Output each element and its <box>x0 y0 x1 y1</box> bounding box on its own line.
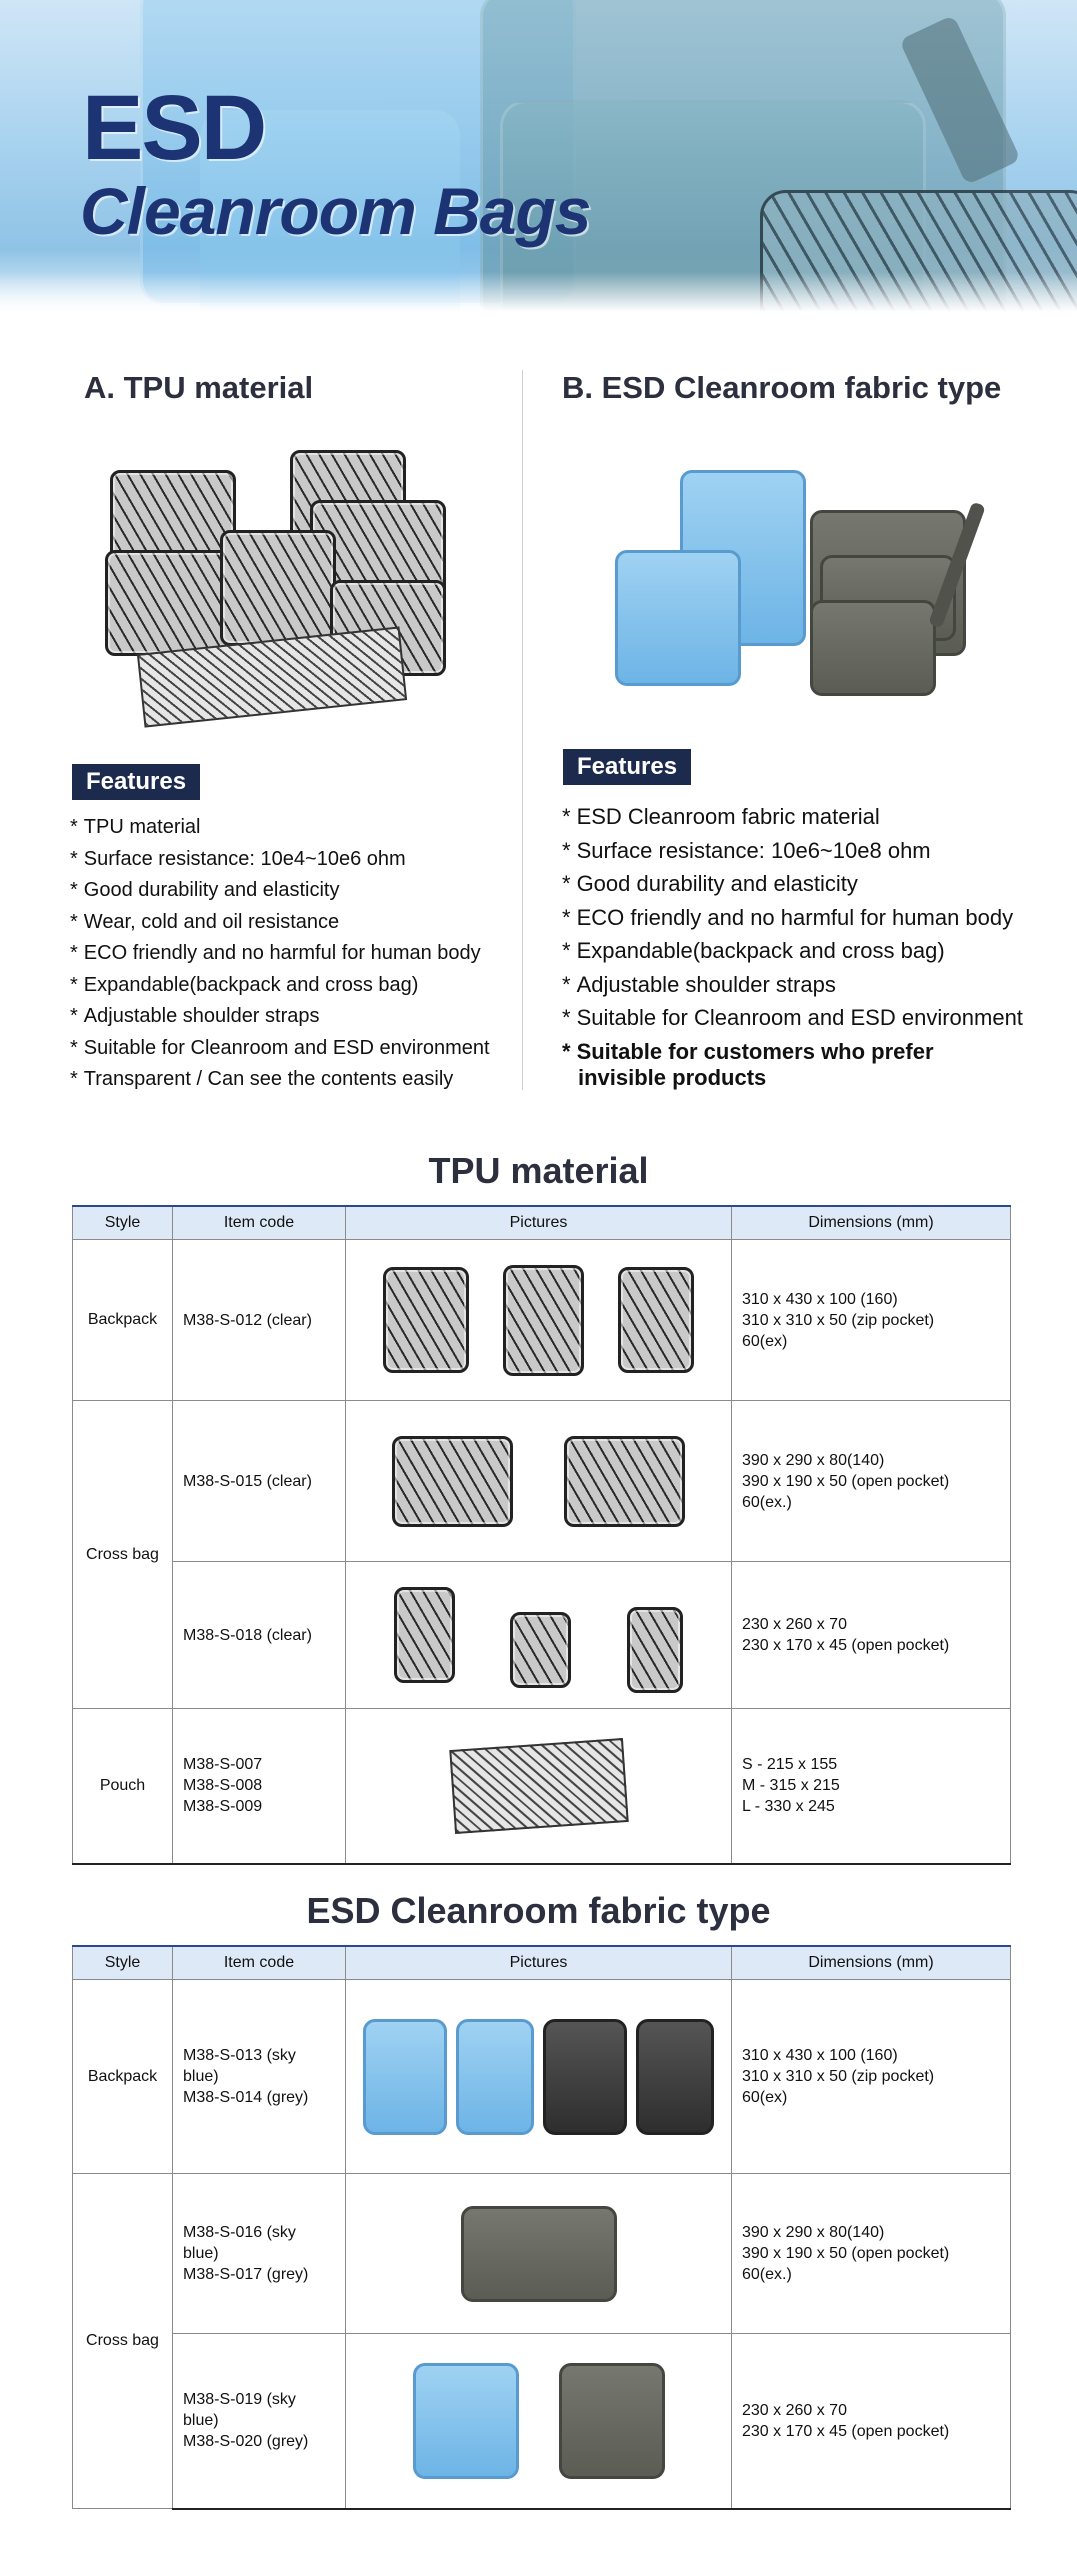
tpu-bags-photo <box>100 440 480 740</box>
table-row <box>73 1562 1011 1709</box>
table-row <box>73 2334 1011 2509</box>
dimensions-cell: 390 x 290 x 80(140) 390 x 190 x 50 (open pocket) 60(ex.) <box>732 1401 1011 1562</box>
product-image <box>383 1267 469 1373</box>
dimensions-cell: 230 x 260 x 70 230 x 170 x 45 (open pocket) <box>732 1562 1011 1709</box>
dimensions-cell: 230 x 260 x 70 230 x 170 x 45 (open pocket) <box>732 2334 1011 2509</box>
tpu-features-list <box>70 812 490 1096</box>
style-cell: Pouch <box>73 1709 173 1864</box>
feature-item: * Transparent / Can see the contents easily <box>70 1068 454 1090</box>
product-image <box>456 2019 534 2135</box>
item-code-cell: M38-S-016 (sky blue) M38-S-017 (grey) <box>173 2174 346 2334</box>
feature-item: * Expandable(backpack and cross bag) <box>562 938 945 963</box>
feature-item: * ESD Cleanroom fabric material <box>562 804 880 829</box>
tpu-table-title: TPU material <box>428 1150 649 1191</box>
table-row <box>73 2174 1011 2334</box>
style-cell: Backpack <box>73 1240 173 1401</box>
product-image <box>392 1436 513 1527</box>
table-row <box>73 1401 1011 1562</box>
feature-item: * Adjustable shoulder straps <box>562 971 836 997</box>
product-image <box>564 1436 685 1527</box>
banner-title: ESD <box>82 77 266 179</box>
tpu-heading: A. TPU material <box>84 370 314 405</box>
pictures-cell <box>346 2174 732 2334</box>
feature-item: * Suitable for Cleanroom and ESD environment <box>70 1036 490 1059</box>
pictures-cell <box>346 1401 732 1562</box>
dimensions-cell: 310 x 430 x 100 (160) 310 x 310 x 50 (zip pocket) 60(ex) <box>732 1980 1011 2174</box>
product-image <box>618 1267 694 1373</box>
fabric-spec-table <box>72 1945 1011 2510</box>
feature-item: * ECO friendly and no harmful for human body <box>70 942 481 964</box>
item-code-cell: M38-S-007 M38-S-008 M38-S-009 <box>173 1709 346 1864</box>
table-header-row <box>73 1946 1011 1980</box>
dimensions-cell: 310 x 430 x 100 (160) 310 x 310 x 50 (zip pocket) 60(ex) <box>732 1240 1011 1401</box>
fabric-features-list <box>562 800 1023 1091</box>
item-code-cell: M38-S-015 (clear) <box>173 1401 346 1562</box>
product-image <box>449 1738 628 1834</box>
header-item-code: Item code <box>173 1946 346 1980</box>
product-image <box>543 2019 627 2135</box>
feature-item: * Expandable(backpack and cross bag) <box>70 973 419 996</box>
item-code-cell: M38-S-018 (clear) <box>173 1562 346 1709</box>
product-image <box>627 1607 683 1693</box>
item-code-cell: M38-S-019 (sky blue) M38-S-020 (grey) <box>173 2334 346 2509</box>
pictures-cell <box>346 1980 732 2174</box>
product-image <box>461 2206 617 2302</box>
tpu-spec-table <box>72 1205 1011 1865</box>
header-dimensions: Dimensions (mm) <box>732 1946 1011 1980</box>
feature-item: * ECO friendly and no harmful for human body <box>562 904 1014 930</box>
pictures-cell <box>346 1562 732 1709</box>
feature-item-highlight: * Suitable for customers who prefer invisible products <box>562 1038 934 1090</box>
feature-item: * Adjustable shoulder straps <box>70 1005 320 1027</box>
pictures-cell <box>346 1709 732 1864</box>
column-divider <box>522 370 523 1090</box>
feature-item: * Surface resistance: 10e4~10e6 ohm <box>70 847 406 870</box>
product-image <box>510 1612 571 1688</box>
style-cell: Cross bag <box>73 2174 173 2509</box>
product-image <box>394 1587 455 1683</box>
tpu-features-label: Features <box>72 764 200 800</box>
feature-item: * Good durability and elasticity <box>562 871 858 896</box>
dimensions-cell: 390 x 290 x 80(140) 390 x 190 x 50 (open pocket) 60(ex.) <box>732 2174 1011 2334</box>
product-image <box>363 2019 447 2135</box>
header-pictures: Pictures <box>346 1946 732 1980</box>
feature-item: * TPU material <box>70 816 201 838</box>
table-row <box>73 1980 1011 2174</box>
feature-item: * Surface resistance: 10e6~10e8 ohm <box>562 837 931 863</box>
product-image <box>559 2363 665 2479</box>
fabric-bags-photo <box>570 460 1010 710</box>
fabric-table-title: ESD Cleanroom fabric type <box>306 1890 771 1931</box>
header-style: Style <box>73 1206 173 1240</box>
feature-item: * Good durability and elasticity <box>70 879 340 901</box>
pictures-cell <box>346 1240 732 1401</box>
header-pictures: Pictures <box>346 1206 732 1240</box>
feature-item: * Wear, cold and oil resistance <box>70 910 340 933</box>
table-header-row <box>73 1206 1011 1240</box>
banner-subtitle: Cleanroom Bags <box>80 174 591 248</box>
dimensions-cell: S - 215 x 155 M - 315 x 215 L - 330 x 245 <box>732 1709 1011 1864</box>
header-style: Style <box>73 1946 173 1980</box>
product-image <box>636 2019 714 2135</box>
product-image <box>413 2363 519 2479</box>
header-item-code: Item code <box>173 1206 346 1240</box>
fabric-features-label: Features <box>563 749 691 785</box>
style-cell: Cross bag <box>73 1401 173 1709</box>
item-code-cell: M38-S-012 (clear) <box>173 1240 346 1401</box>
table-row <box>73 1709 1011 1864</box>
item-code-cell: M38-S-013 (sky blue) M38-S-014 (grey) <box>173 1980 346 2174</box>
feature-item: * Suitable for Cleanroom and ESD environment <box>562 1005 1023 1030</box>
table-row <box>73 1240 1011 1401</box>
header-dimensions: Dimensions (mm) <box>732 1206 1011 1240</box>
pictures-cell <box>346 2334 732 2509</box>
style-cell: Backpack <box>73 1980 173 2174</box>
product-image <box>503 1265 584 1376</box>
fabric-heading: B. ESD Cleanroom fabric type <box>562 370 1002 405</box>
